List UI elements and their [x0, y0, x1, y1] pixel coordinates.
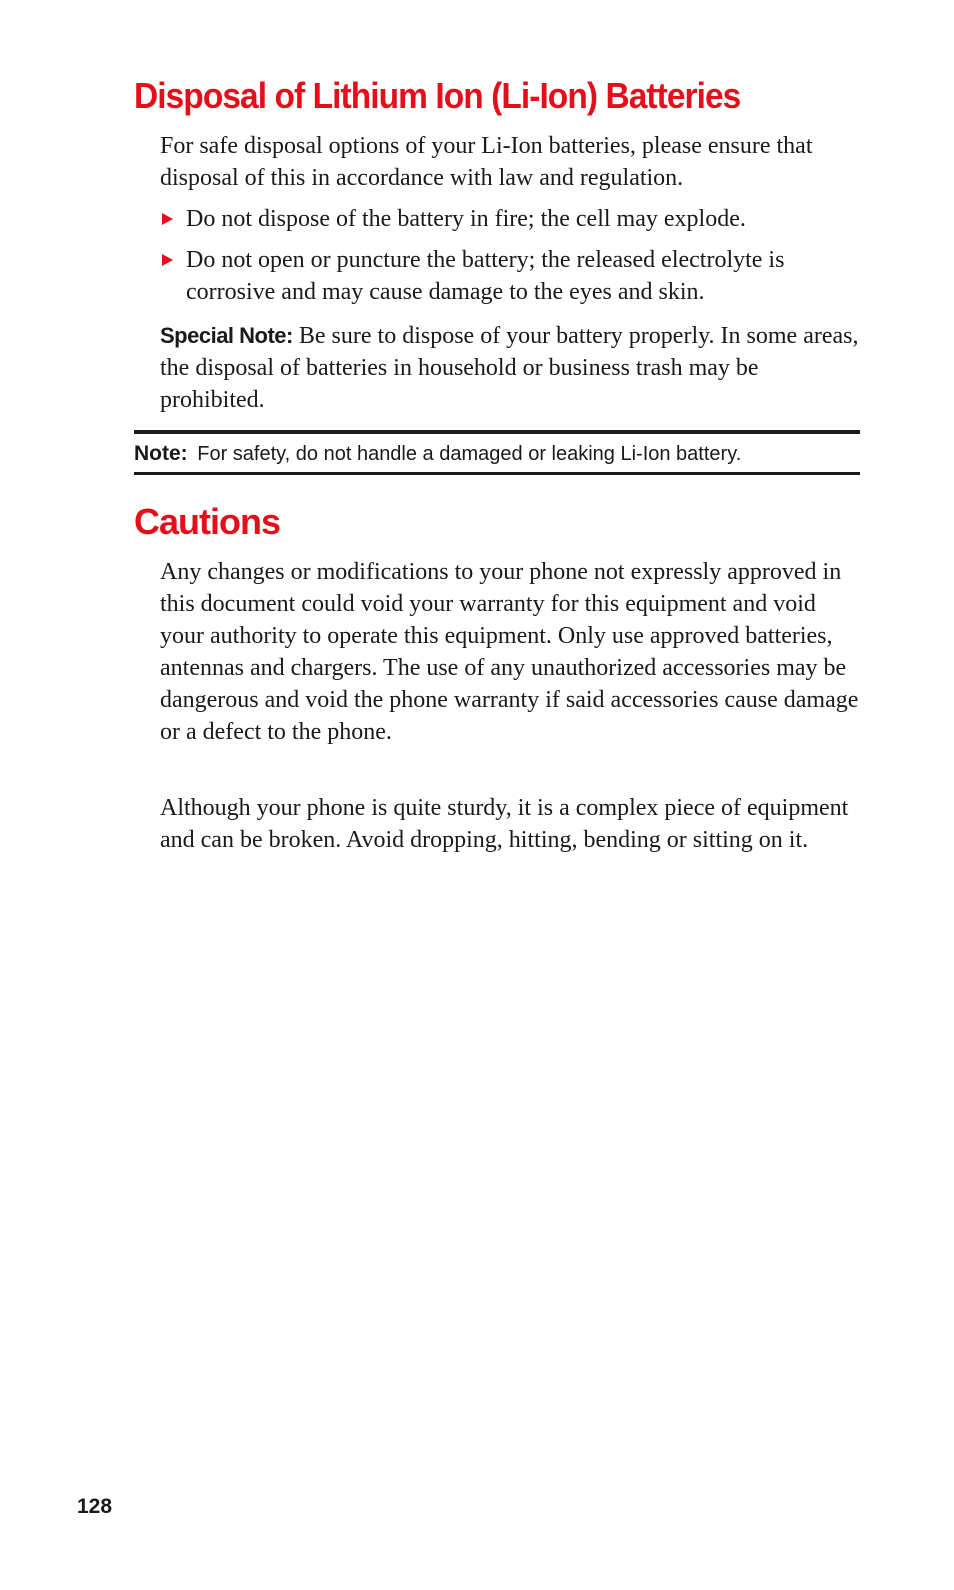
special-note-text: Be sure to dispose of your battery properly. In some areas, the disposal of batteries in household or business trash may be prohibited. [160, 323, 859, 413]
triangle-right-icon [162, 213, 173, 225]
list-item [162, 244, 862, 308]
cautions-paragraph-2: Although your phone is quite sturdy, it is a complex piece of equipment and can be broken. Avoid dropping, hitting, bending or sitting on it. [160, 795, 849, 853]
special-note [160, 320, 860, 416]
note [134, 440, 741, 468]
special-note-label: Special Note: [160, 323, 293, 348]
note-label: Note: [134, 442, 188, 465]
disposal-intro: For safe disposal options of your Li-Ion batteries, please ensure that disposal of this in accordance with law and regulation. [160, 133, 813, 191]
cautions-heading: Cautions [134, 501, 281, 542]
bullet-text: Do not open or puncture the battery; the released electrolyte is corrosive and may cause damage to the eyes and skin. [186, 247, 785, 305]
cautions-paragraph-1: Any changes or modifications to your phone not expressly approved in this document could void your warranty for this equipment and void your authority to operate this equipment. Only use approved batteries, antennas and chargers. The use of any unauthorized accessories may be dangerous and void the phone warranty if said accessories cause damage or a defect to the phone. [160, 559, 859, 745]
triangle-right-icon [162, 254, 173, 266]
list-item [162, 203, 862, 235]
note-box [134, 430, 860, 475]
disposal-heading: Disposal of Lithium Ion (Li-Ion) Batteries [134, 75, 741, 116]
note-text: For safety, do not handle a damaged or leaking Li-Ion battery. [197, 443, 742, 465]
bullet-text: Do not dispose of the battery in fire; the cell may explode. [186, 206, 746, 232]
page-number: 128 [77, 1495, 113, 1518]
